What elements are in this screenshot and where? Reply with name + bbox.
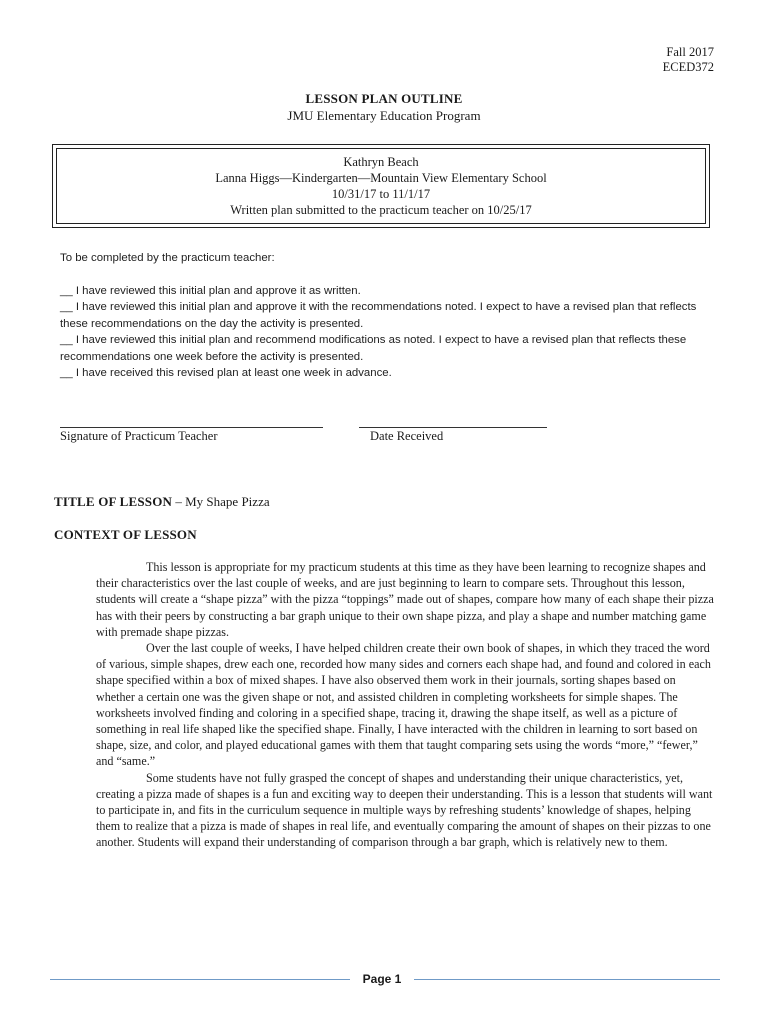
info-box-inner — [56, 148, 706, 224]
approval-option-4: __ I have received this revised plan at least one week in advance. — [60, 367, 392, 379]
lesson-title-value: My Shape Pizza — [185, 494, 270, 509]
approval-option-2: __ I have reviewed this initial plan and approve it with the recommendations noted. I expect to have a revised plan that reflects these recommendations on the day the activity is presented. — [60, 301, 697, 330]
teacher-signature-line — [60, 427, 323, 428]
context-body — [96, 559, 716, 851]
approval-option-3: __ I have reviewed this initial plan and recommend modifications as noted. I expect to have a revised plan that reflects these recommendations one week before the activity is presented. — [60, 334, 687, 363]
context-paragraph-3: Some students have not fully grasped the concept of shapes and understanding their unique characteristics, yet, creating a pizza made of shapes is a fun and exciting way to deepen their understanding. This is a lesson that students will want to participate in, and fits in the curriculum sequence in multiple ways by refreshing students’ knowledge of shapes, helping them to realize that a pizza is made of shapes in real life, and eventually comparing the amount of shapes on their pizzas to one another. Students will expand their understanding of comparison through a bar graph, which is relatively new to them. — [96, 770, 713, 850]
student-name: Kathryn Beach — [343, 155, 419, 169]
context-paragraph-1: This lesson is appropriate for my practicum students at this time as they have been learning to recognize shapes and their characteristics over the last couple of weeks, and are just beginning to learn to compare sets. Throughout this lesson, students will create a “shape pizza” with the pizza “toppings” made out of shapes, compare how many of each shape their pizza has with their peers by constructing a bar graph unique to their own shape pizza, and play a shape and number matching game with premade shape pizzas. — [96, 560, 714, 639]
lesson-title-label: TITLE OF LESSON — [54, 494, 173, 509]
lesson-dates: 10/31/17 to 11/1/17 — [331, 187, 431, 201]
course-code: ECED372 — [662, 60, 714, 74]
footer-rule-right — [414, 979, 720, 980]
submission-note: Written plan submitted to the practicum teacher on 10/25/17 — [230, 203, 532, 217]
approval-option-1: __ I have reviewed this initial plan and approve it as written. — [60, 284, 361, 297]
placement-info: Lanna Higgs—Kindergarten—Mountain View Elementary School — [215, 171, 547, 185]
context-paragraph-2: Over the last couple of weeks, I have helped children create their own book of shapes, in which they traced the word of various, simple shapes, drew each one, recorded how many sides and corners each shape had, and found and colored in each shape specified within a box of mixed shapes. I have also observed them work in their journals, sorting shapes based on whether a certain one was the given shape or not, and assisted children in completing worksheets for simple shapes. The worksheets involved finding and coloring in a specified shape, tracing it, drawing the shape itself, as well as a picture of something in real life shaped like the specified shape. Finally, I have interacted with the children in learning to sort based on shape, size, and color, and played educational games with them that taught comparing sets using the words “more,” “fewer,” and “same.” — [96, 641, 711, 769]
page-number: Page 1 — [362, 972, 402, 986]
date-received-label: Date Received — [370, 429, 444, 443]
lesson-title — [54, 494, 270, 510]
approval-section — [60, 250, 720, 382]
term-label: Fall 2017 — [666, 45, 714, 59]
course-info — [663, 45, 714, 75]
approval-intro: To be completed by the practicum teacher: — [60, 252, 275, 264]
document-title: LESSON PLAN OUTLINE — [305, 91, 463, 106]
lesson-title-separator: – — [172, 494, 186, 509]
document-subtitle: JMU Elementary Education Program — [287, 108, 481, 123]
info-box — [52, 144, 710, 228]
teacher-signature-label: Signature of Practicum Teacher — [60, 429, 218, 443]
context-heading: CONTEXT OF LESSON — [54, 527, 197, 542]
date-received-line — [359, 427, 547, 428]
footer-rule-left — [50, 979, 350, 980]
